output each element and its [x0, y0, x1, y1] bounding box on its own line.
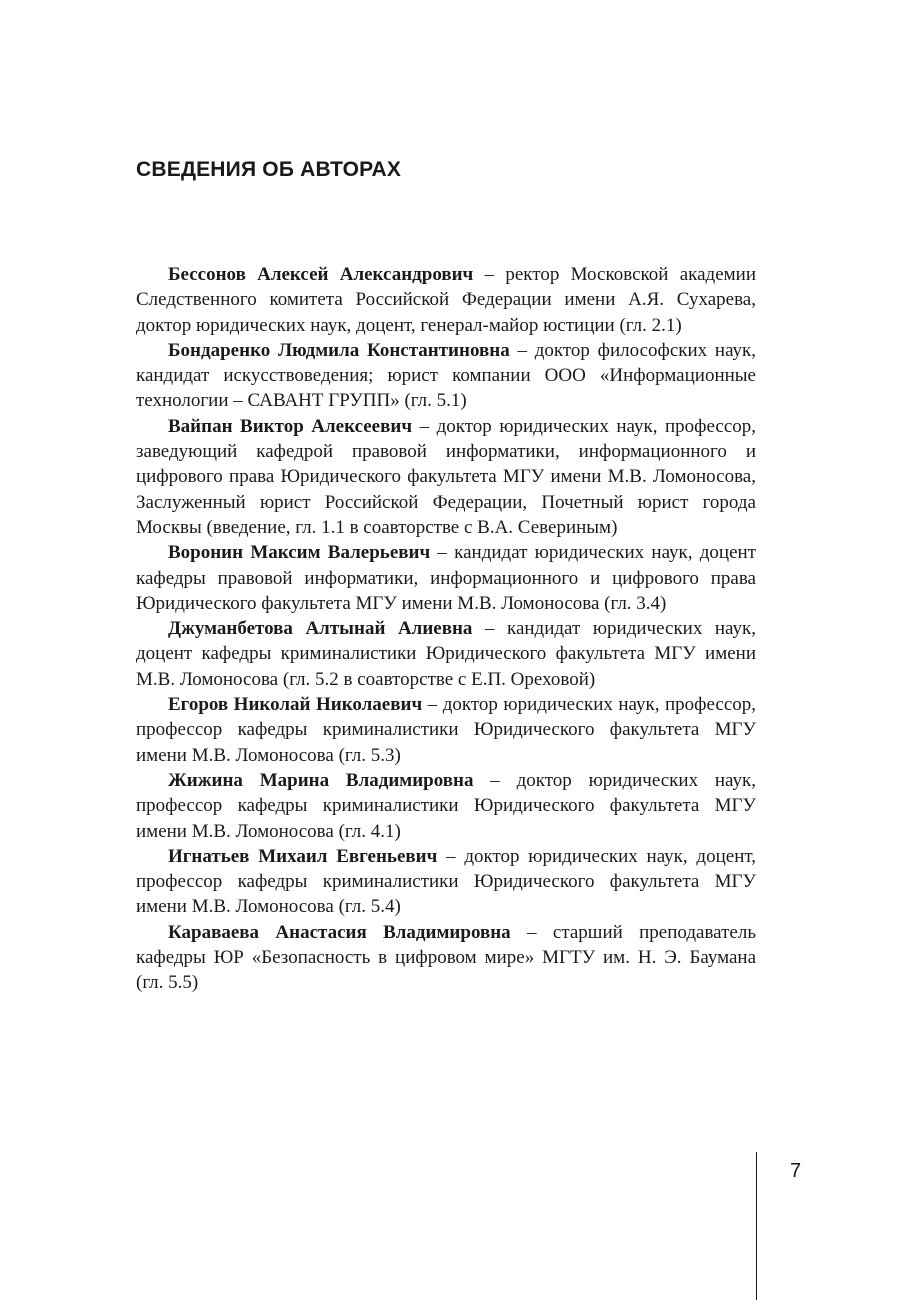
author-name: Бессонов Алексей Александрович	[168, 264, 474, 285]
author-entry	[136, 616, 756, 692]
author-description: кандидат юридических наук, доцент кафедры правовой информатики, информационного и цифрового права Юридического факультета МГУ имени М.В. Ломоносова (гл. 3.4)	[136, 542, 756, 614]
author-description: доктор юридических наук, профессор, заведующий кафедрой правовой информатики, информационного и цифрового права Юридического факультета МГУ имени М.В. Ломоносова, Заслуженный юрист Российской Федерации, Почетный юрист города Москвы (введение, гл. 1.1 в соавторстве с В.А. Севериным)	[136, 415, 757, 538]
author-separator: –	[412, 415, 437, 437]
author-description: доктор юридических наук, доцент, профессор кафедры криминалистики Юридического факультета МГУ имени М.В. Ломоносова (гл. 5.4)	[136, 845, 756, 918]
page-number: 7	[790, 1160, 802, 1182]
author-name: Джуманбетова Алтынай Алиевна	[168, 618, 473, 640]
author-entry	[136, 768, 756, 844]
author-entry	[136, 844, 756, 920]
author-separator: –	[473, 264, 506, 285]
author-name: Жижина Марина Владимировна	[168, 769, 474, 791]
author-separator: –	[510, 921, 553, 943]
author-description: старший преподаватель кафедры ЮР «Безопасность в цифровом мире» МГТУ им. Н. Э. Баумана (гл. 5.5)	[136, 921, 756, 994]
author-separator: –	[473, 769, 517, 791]
author-entry	[136, 338, 756, 414]
author-entry	[136, 920, 756, 996]
author-name: Егоров Николай Николаевич	[168, 694, 423, 716]
author-name: Игнатьев Михаил Евгеньевич	[168, 845, 438, 867]
authors-list	[136, 262, 756, 996]
author-description: доктор философских наук, кандидат искусствоведения; юрист компании ООО «Информационные технологии – САВАНТ ГРУПП» (гл. 5.1)	[136, 339, 757, 412]
author-entry	[136, 692, 756, 768]
author-name: Вайпан Виктор Алексеевич	[168, 415, 413, 437]
author-description: доктор юридических наук, профессор, профессор кафедры криминалистики Юридического факультета МГУ имени М.В. Ломоносова (гл. 5.3)	[136, 694, 757, 766]
author-entry	[136, 540, 756, 616]
author-separator: –	[430, 542, 455, 564]
author-name: Караваева Анастасия Владимировна	[168, 921, 511, 943]
author-name: Бондаренко Людмила Константиновна	[168, 339, 510, 361]
author-name: Воронин Максим Валерьевич	[168, 542, 431, 564]
author-separator: –	[437, 845, 465, 867]
author-separator: –	[472, 618, 508, 640]
author-entry	[136, 414, 756, 540]
author-separator: –	[422, 694, 443, 716]
author-description: ректор Московской академии Следственного комитета Российской Федерации имени А.Я. Сухарева, доктор юридических наук, доцент, генерал-майор юстиции (гл. 2.1)	[136, 264, 756, 336]
page-edge-rule	[756, 1152, 757, 1300]
author-entry	[136, 262, 756, 338]
author-description: кандидат юридических наук, доцент кафедры криминалистики Юридического факультета МГУ имени М.В. Ломоносова (гл. 5.2 в соавторстве с Е.П. Ореховой)	[136, 618, 757, 690]
author-separator: –	[509, 339, 535, 361]
section-title: СВЕДЕНИЯ ОБ АВТОРАХ	[136, 158, 402, 181]
author-description: доктор юридических наук, профессор кафедры криминалистики Юридического факультета МГУ имени М.В. Ломоносова (гл. 4.1)	[136, 769, 757, 842]
